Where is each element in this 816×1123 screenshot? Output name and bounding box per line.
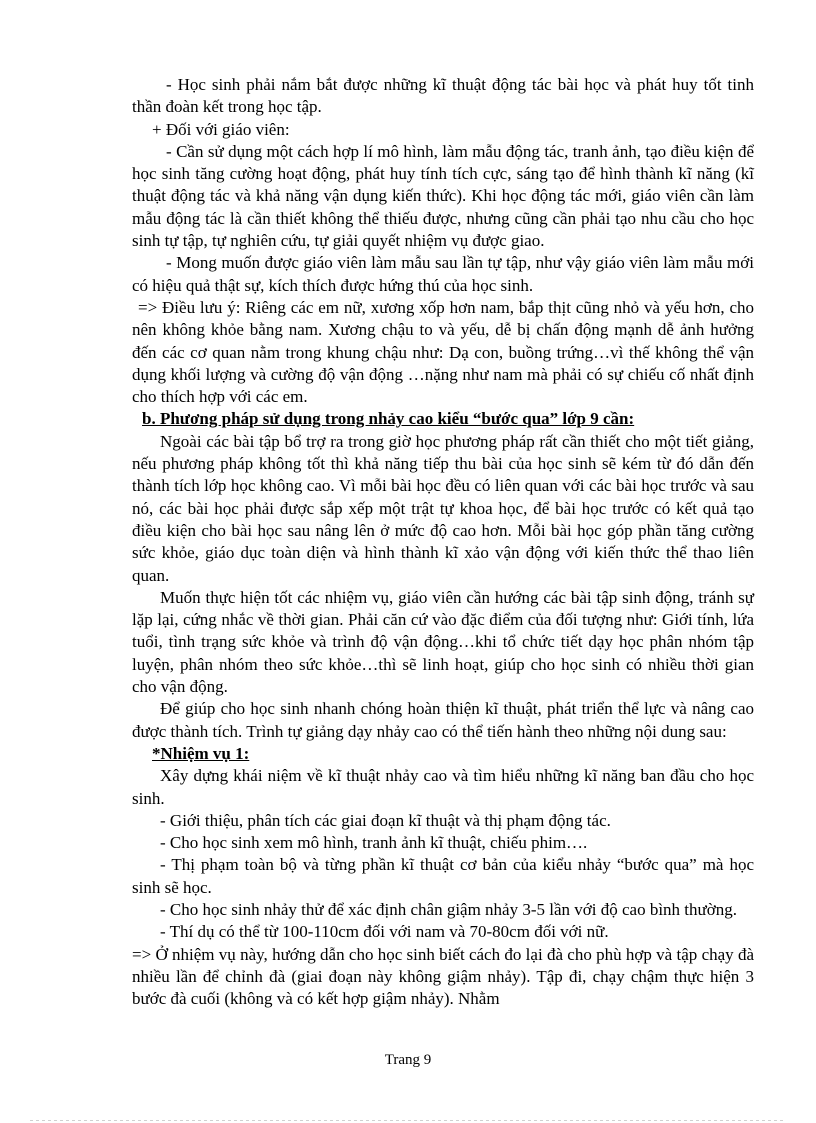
paragraph-student-requirement: - Học sinh phải nắm bắt được những kĩ thuật động tác bài học và phát huy tốt tinh thần đoàn kết trong học tập.	[132, 75, 754, 117]
section-heading-b: b. Phương pháp sử dụng trong nhảy cao kiểu “bước qua” lớp 9 cần:	[142, 409, 635, 429]
document-body	[132, 74, 754, 1010]
paragraph-teacher-methods: - Cần sử dụng một cách hợp lí mô hình, làm mẫu động tác, tranh ảnh, tạo điều kiện để học sinh tăng cường hoạt động, phát huy tính tích cực, sáng tạo để hình thành kĩ năng (kĩ thuật động tác và khả năng vận dụng kiến thức). Khi học động tác mới, giáo viên cần làm mẫu động tác là cần thiết không thể thiếu được, nhưng cũng cần phải tạo nhu cầu cho học sinh tự tập, tự nghiên cứu, tự giải quyết nhiệm vụ được giao.	[132, 141, 754, 251]
list-item-show-models: - Cho học sinh xem mô hình, tranh ảnh kĩ thuật, chiếu phim….	[160, 833, 588, 853]
paragraph-teacher-demo: - Mong muốn được giáo viên làm mẫu sau lần tự tập, như vậy giáo viên làm mẫu mới có hiệu quả thật sự, kích thích được hứng thú của học sinh.	[132, 253, 754, 295]
list-item-introduce: - Giới thiệu, phân tích các giai đoạn kĩ thuật và thị phạm động tác.	[160, 810, 611, 830]
list-item-example-height: - Thí dụ có thể từ 100-110cm đối với nam và 70-80cm đối với nữ.	[160, 922, 609, 942]
paragraph-sequence: Để giúp cho học sinh nhanh chóng hoàn thiện kĩ thuật, phát triển thể lực và nâng cao được thành tích. Trình tự giảng dạy nhảy cao có thể tiến hành theo những nội dung sau:	[132, 699, 754, 741]
paragraph-run-up: => Ở nhiệm vụ này, hướng dẫn cho học sinh biết cách đo lại đà cho phù hợp và tập chạy đà nhiều lần để chỉnh đà (giai đoạn này không giậm nhảy). Tập đi, chạy chậm thực hiện 3 bước đà cuối (không và có kết hợp giậm nhảy). Nhằm	[132, 944, 754, 1009]
subheading-for-teachers: + Đối với giáo viên:	[152, 119, 290, 139]
paragraph-tasks: Muốn thực hiện tốt các nhiệm vụ, giáo viên cần hướng các bài tập sinh động, tránh sự lặp lại, cứng nhắc về thời gian. Phải căn cứ vào đặc điểm của đối tượng như: Giới tính, lứa tuổi, tình trạng sức khỏe và trình độ vận động…khi tổ chức tiết dạy học phân nhóm tập luyện, phân nhóm theo sức khỏe…thì sẽ linh hoạt, giúp cho học sinh có nhiều thời gian cho vận động.	[132, 587, 754, 697]
task-1-heading: *Nhiệm vụ 1:	[152, 743, 250, 763]
list-item-demonstrate: - Thị phạm toàn bộ và từng phần kĩ thuật cơ bản của kiểu nhảy “bước qua” mà học sinh sẽ học.	[132, 855, 754, 897]
page-number: Trang 9	[384, 1052, 432, 1068]
paragraph-methods-intro: Ngoài các bài tập bổ trợ ra trong giờ học phương pháp rất cần thiết cho một tiết giảng, nếu phương pháp không tốt thì khả năng tiếp thu bài của học sinh sẽ kém từ đó dẫn đến thành tích lớp học không cao. Vì mỗi bài học đều có liên quan với các bài học trước và sau nó, các bài học phải được sắp xếp một trật tự khoa học, để bài học trước có kết quả tạo điều kiện cho bài học sau nâng lên ở mức độ cao hơn. Mỗi bài học góp phần tăng cường sức khỏe, giáo dục toàn diện và hình thành kĩ xảo vận động với kiến thức thể thao liên quan.	[132, 431, 754, 585]
page-bottom-divider	[30, 1120, 786, 1121]
paragraph-task1-goal: Xây dựng khái niệm về kĩ thuật nhảy cao và tìm hiểu những kĩ năng ban đầu cho học sinh.	[132, 766, 754, 808]
paragraph-note-female: => Điều lưu ý: Riêng các em nữ, xương xốp hơn nam, bắp thịt cũng nhỏ và yếu hơn, cho nên không khỏe bằng nam. Xương chậu to và yếu, dễ bị chấn động mạnh dễ ảnh hưởng đến các cơ quan nằm trong khung chậu như: Dạ con, buồng trứng…vì thế không thể vận dụng khối lượng và cường độ vận động …nặng như nam mà phải có sự chiếu cố nhất định cho thích hợp với các em.	[132, 297, 754, 407]
list-item-trial-jump: - Cho học sinh nhảy thử để xác định chân giậm nhảy 3-5 lần với độ cao bình thường.	[160, 899, 737, 919]
